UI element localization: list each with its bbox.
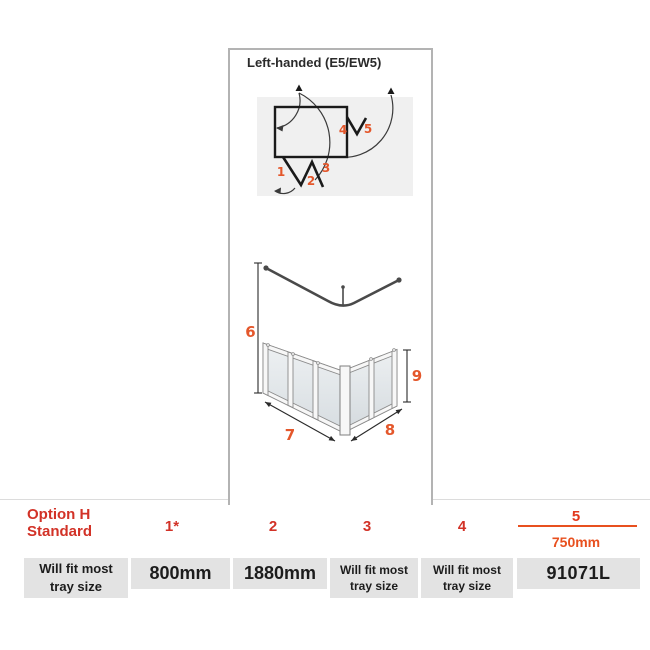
dimension-line-9 xyxy=(403,350,411,402)
row-label-line2: tray size xyxy=(49,579,103,594)
option-row-label-line1: Option H xyxy=(27,506,91,523)
schematic-label-3: 3 xyxy=(321,161,331,175)
option-row-label-line2: Standard xyxy=(27,523,93,540)
row-label-cell xyxy=(24,558,128,598)
illustration-label-9: 9 xyxy=(411,367,423,385)
value-cell-1: 800mm xyxy=(131,558,230,589)
column-header-5: 5 xyxy=(571,508,581,525)
value-cell-4-line1: Will fit most xyxy=(433,563,501,577)
panel-title: Left-handed (E5/EW5) xyxy=(247,55,382,70)
schematic-label-2: 2 xyxy=(306,174,316,188)
illustration-label-8: 8 xyxy=(384,421,396,439)
value-cell-3-line2: tray size xyxy=(349,579,399,593)
value-cell-4-line2: tray size xyxy=(442,579,492,593)
schematic-drawing xyxy=(255,83,415,198)
illustration-label-6: 6 xyxy=(245,323,256,341)
product-illustration xyxy=(243,253,427,457)
curtain-rail xyxy=(263,265,401,305)
screen-right-face xyxy=(345,350,397,433)
illustration-label-7: 7 xyxy=(284,426,296,444)
value-cell-2: 1880mm xyxy=(233,558,327,589)
column-5-underline xyxy=(518,525,637,527)
column-header-1: 1* xyxy=(164,518,180,535)
schematic-label-1: 1 xyxy=(276,165,286,179)
row-label-line1: Will fit most xyxy=(39,561,113,576)
configuration-schematic xyxy=(255,83,415,198)
value-cell-4 xyxy=(421,558,513,598)
value-cell-3 xyxy=(330,558,418,598)
column-header-3: 3 xyxy=(362,518,372,535)
screen-corner-post xyxy=(340,366,350,435)
schematic-background xyxy=(257,97,413,196)
column-header-2: 2 xyxy=(268,518,278,535)
direction-arrow-icons xyxy=(296,85,395,95)
schematic-label-5: 5 xyxy=(363,122,373,136)
column-header-4: 4 xyxy=(457,518,467,535)
value-cell-3-line1: Will fit most xyxy=(340,563,408,577)
screen-left-face xyxy=(263,343,341,432)
illustration-drawing xyxy=(243,253,427,457)
value-cell-5: 91071L xyxy=(517,558,640,589)
column-5-dimension: 750mm xyxy=(551,534,601,550)
option-row-label xyxy=(27,506,92,540)
schematic-label-4: 4 xyxy=(338,123,348,137)
